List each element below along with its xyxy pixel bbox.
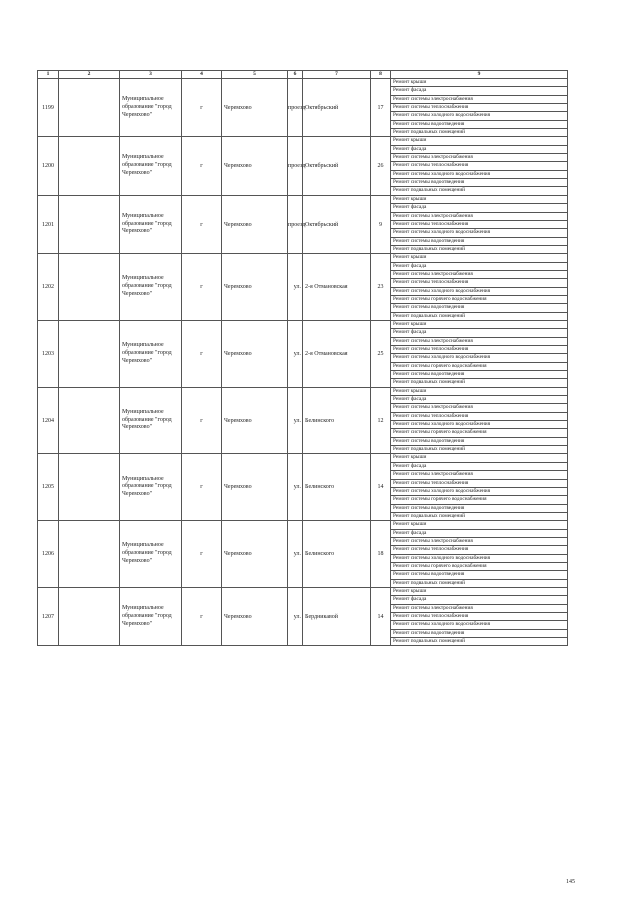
settlement-type-cell: г [182, 587, 222, 645]
empty-cell [59, 320, 120, 387]
municipality-cell: Муниципальное образование "город Черемхово" [120, 137, 182, 195]
repair-work-item: Ремонт фасада [391, 87, 568, 95]
empty-cell [59, 79, 120, 137]
col-header: 9 [391, 71, 568, 79]
repair-work-item: Ремонт системы теплоснабжения [391, 412, 568, 420]
repair-work-item: Ремонт фасада [391, 529, 568, 537]
record-number: 1204 [38, 387, 59, 454]
street-type-cell: проезд [288, 137, 303, 195]
street-cell: 2-я Отмановская [303, 320, 371, 387]
repair-work-item: Ремонт крыши [391, 79, 568, 87]
repair-work-item: Ремонт системы электроснабжения [391, 95, 568, 103]
empty-cell [59, 587, 120, 645]
municipality-cell: Муниципальное образование "город Черемхово" [120, 521, 182, 588]
repair-work-item: Ремонт подвальных помещений [391, 512, 568, 520]
city-cell: Черемхово [222, 137, 288, 195]
record-number: 1203 [38, 320, 59, 387]
repair-work-item: Ремонт системы горячего водоснабжения [391, 429, 568, 437]
house-number-cell: 23 [371, 254, 391, 321]
repair-work-item: Ремонт системы водоотведения [391, 179, 568, 187]
record-number: 1206 [38, 521, 59, 588]
table-row [38, 195, 568, 203]
housing-repair-table [37, 70, 568, 646]
empty-cell [59, 137, 120, 195]
municipality-cell: Муниципальное образование "город Черемхово" [120, 320, 182, 387]
settlement-type-cell: г [182, 195, 222, 253]
repair-work-item: Ремонт системы холодного водоснабжения [391, 229, 568, 237]
table-row [38, 587, 568, 595]
repair-work-item: Ремонт системы теплоснабжения [391, 479, 568, 487]
repair-work-item: Ремонт подвальных помещений [391, 245, 568, 253]
house-number-cell: 14 [371, 454, 391, 521]
repair-work-item: Ремонт системы водоотведения [391, 371, 568, 379]
house-number-cell: 12 [371, 387, 391, 454]
repair-work-item: Ремонт подвальных помещений [391, 638, 568, 646]
table-row [38, 320, 568, 328]
municipality-cell: Муниципальное образование "город Черемхово" [120, 387, 182, 454]
col-header: 7 [303, 71, 371, 79]
repair-work-item: Ремонт системы холодного водоснабжения [391, 112, 568, 120]
repair-work-item: Ремонт системы водоотведения [391, 504, 568, 512]
street-type-cell: проезд [288, 195, 303, 253]
page-number: 145 [566, 879, 575, 885]
settlement-type-cell: г [182, 320, 222, 387]
empty-cell [59, 521, 120, 588]
street-cell: Белинского [303, 521, 371, 588]
street-type-cell: ул. [288, 254, 303, 321]
house-number-cell: 25 [371, 320, 391, 387]
house-number-cell: 9 [371, 195, 391, 253]
street-type-cell: ул. [288, 320, 303, 387]
repair-work-item: Ремонт системы теплоснабжения [391, 546, 568, 554]
settlement-type-cell: г [182, 254, 222, 321]
repair-work-item: Ремонт системы горячего водоснабжения [391, 295, 568, 303]
record-number: 1205 [38, 454, 59, 521]
repair-work-item: Ремонт системы холодного водоснабжения [391, 621, 568, 629]
settlement-type-cell: г [182, 137, 222, 195]
repair-work-item: Ремонт системы водоотведения [391, 237, 568, 245]
repair-work-item: Ремонт системы водоотведения [391, 629, 568, 637]
repair-work-item: Ремонт системы электроснабжения [391, 604, 568, 612]
col-header: 8 [371, 71, 391, 79]
repair-work-item: Ремонт крыши [391, 320, 568, 328]
repair-work-item: Ремонт системы горячего водоснабжения [391, 362, 568, 370]
repair-work-item: Ремонт крыши [391, 195, 568, 203]
settlement-type-cell: г [182, 79, 222, 137]
municipality-cell: Муниципальное образование "город Черемхово" [120, 254, 182, 321]
street-cell: 2-я Отмановская [303, 254, 371, 321]
record-number: 1199 [38, 79, 59, 137]
house-number-cell: 18 [371, 521, 391, 588]
record-number: 1201 [38, 195, 59, 253]
empty-cell [59, 387, 120, 454]
repair-work-item: Ремонт крыши [391, 587, 568, 595]
repair-work-item: Ремонт системы теплоснабжения [391, 162, 568, 170]
repair-work-item: Ремонт системы холодного водоснабжения [391, 170, 568, 178]
municipality-cell: Муниципальное образование "город Черемхово" [120, 195, 182, 253]
repair-work-item: Ремонт системы электроснабжения [391, 404, 568, 412]
empty-cell [59, 254, 120, 321]
repair-work-item: Ремонт системы теплоснабжения [391, 613, 568, 621]
empty-cell [59, 454, 120, 521]
repair-work-item: Ремонт системы горячего водоснабжения [391, 496, 568, 504]
table-body [38, 79, 568, 646]
settlement-type-cell: г [182, 387, 222, 454]
city-cell: Черемхово [222, 454, 288, 521]
repair-work-item: Ремонт крыши [391, 387, 568, 395]
repair-work-item: Ремонт системы электроснабжения [391, 212, 568, 220]
repair-work-item: Ремонт системы электроснабжения [391, 471, 568, 479]
street-type-cell: ул. [288, 454, 303, 521]
street-type-cell: ул. [288, 587, 303, 645]
repair-work-item: Ремонт подвальных помещений [391, 312, 568, 320]
repair-work-item: Ремонт подвальных помещений [391, 446, 568, 454]
repair-work-item: Ремонт крыши [391, 521, 568, 529]
city-cell: Черемхово [222, 587, 288, 645]
repair-work-item: Ремонт системы холодного водоснабжения [391, 354, 568, 362]
repair-work-item: Ремонт системы теплоснабжения [391, 279, 568, 287]
empty-cell [59, 195, 120, 253]
repair-work-item: Ремонт крыши [391, 454, 568, 462]
street-cell: Белинского [303, 454, 371, 521]
municipality-cell: Муниципальное образование "город Черемхово" [120, 454, 182, 521]
repair-work-item: Ремонт крыши [391, 254, 568, 262]
city-cell: Черемхово [222, 320, 288, 387]
repair-work-item: Ремонт системы теплоснабжения [391, 346, 568, 354]
settlement-type-cell: г [182, 454, 222, 521]
header-row [38, 71, 568, 79]
repair-work-item: Ремонт фасада [391, 204, 568, 212]
municipality-cell: Муниципальное образование "город Черемхово" [120, 79, 182, 137]
table-row [38, 387, 568, 395]
repair-work-item: Ремонт системы холодного водоснабжения [391, 554, 568, 562]
street-cell: Октябрьский [303, 79, 371, 137]
repair-work-item: Ремонт системы холодного водоснабжения [391, 487, 568, 495]
repair-work-item: Ремонт системы электроснабжения [391, 154, 568, 162]
repair-work-item: Ремонт фасада [391, 462, 568, 470]
repair-work-item: Ремонт фасада [391, 262, 568, 270]
city-cell: Черемхово [222, 79, 288, 137]
street-type-cell: проезд [288, 79, 303, 137]
street-type-cell: ул. [288, 387, 303, 454]
table-row [38, 137, 568, 145]
house-number-cell: 14 [371, 587, 391, 645]
repair-work-item: Ремонт системы электроснабжения [391, 537, 568, 545]
col-header: 1 [38, 71, 59, 79]
repair-work-item: Ремонт фасада [391, 329, 568, 337]
city-cell: Черемхово [222, 195, 288, 253]
repair-work-item: Ремонт подвальных помещений [391, 579, 568, 587]
repair-work-item: Ремонт фасада [391, 396, 568, 404]
col-header: 3 [120, 71, 182, 79]
house-number-cell: 17 [371, 79, 391, 137]
repair-work-item: Ремонт системы электроснабжения [391, 270, 568, 278]
col-header: 4 [182, 71, 222, 79]
repair-work-item: Ремонт системы электроснабжения [391, 337, 568, 345]
street-cell: Октябрьский [303, 137, 371, 195]
city-cell: Черемхово [222, 521, 288, 588]
repair-work-item: Ремонт системы водоотведения [391, 304, 568, 312]
repair-work-item: Ремонт системы теплоснабжения [391, 220, 568, 228]
repair-work-item: Ремонт подвальных помещений [391, 187, 568, 195]
repair-work-item: Ремонт фасада [391, 145, 568, 153]
street-cell: Белинского [303, 387, 371, 454]
repair-work-item: Ремонт фасада [391, 596, 568, 604]
repair-work-item: Ремонт системы горячего водоснабжения [391, 562, 568, 570]
repair-work-item: Ремонт системы холодного водоснабжения [391, 287, 568, 295]
table-row [38, 521, 568, 529]
record-number: 1200 [38, 137, 59, 195]
repair-work-item: Ремонт системы водоотведения [391, 437, 568, 445]
city-cell: Черемхово [222, 254, 288, 321]
municipality-cell: Муниципальное образование "город Черемхово" [120, 587, 182, 645]
col-header: 5 [222, 71, 288, 79]
repair-work-item: Ремонт подвальных помещений [391, 379, 568, 387]
street-type-cell: ул. [288, 521, 303, 588]
table-row [38, 454, 568, 462]
repair-work-item: Ремонт системы теплоснабжения [391, 104, 568, 112]
repair-work-item: Ремонт системы водоотведения [391, 571, 568, 579]
col-header: 2 [59, 71, 120, 79]
table-row [38, 254, 568, 262]
repair-work-item: Ремонт системы водоотведения [391, 120, 568, 128]
col-header: 6 [288, 71, 303, 79]
record-number: 1207 [38, 587, 59, 645]
repair-work-item: Ремонт подвальных помещений [391, 129, 568, 137]
city-cell: Черемхово [222, 387, 288, 454]
repair-work-item: Ремонт системы холодного водоснабжения [391, 421, 568, 429]
repair-work-item: Ремонт крыши [391, 137, 568, 145]
table-row [38, 79, 568, 87]
settlement-type-cell: г [182, 521, 222, 588]
record-number: 1202 [38, 254, 59, 321]
house-number-cell: 26 [371, 137, 391, 195]
street-cell: Октябрьский [303, 195, 371, 253]
street-cell: Бердникавой [303, 587, 371, 645]
